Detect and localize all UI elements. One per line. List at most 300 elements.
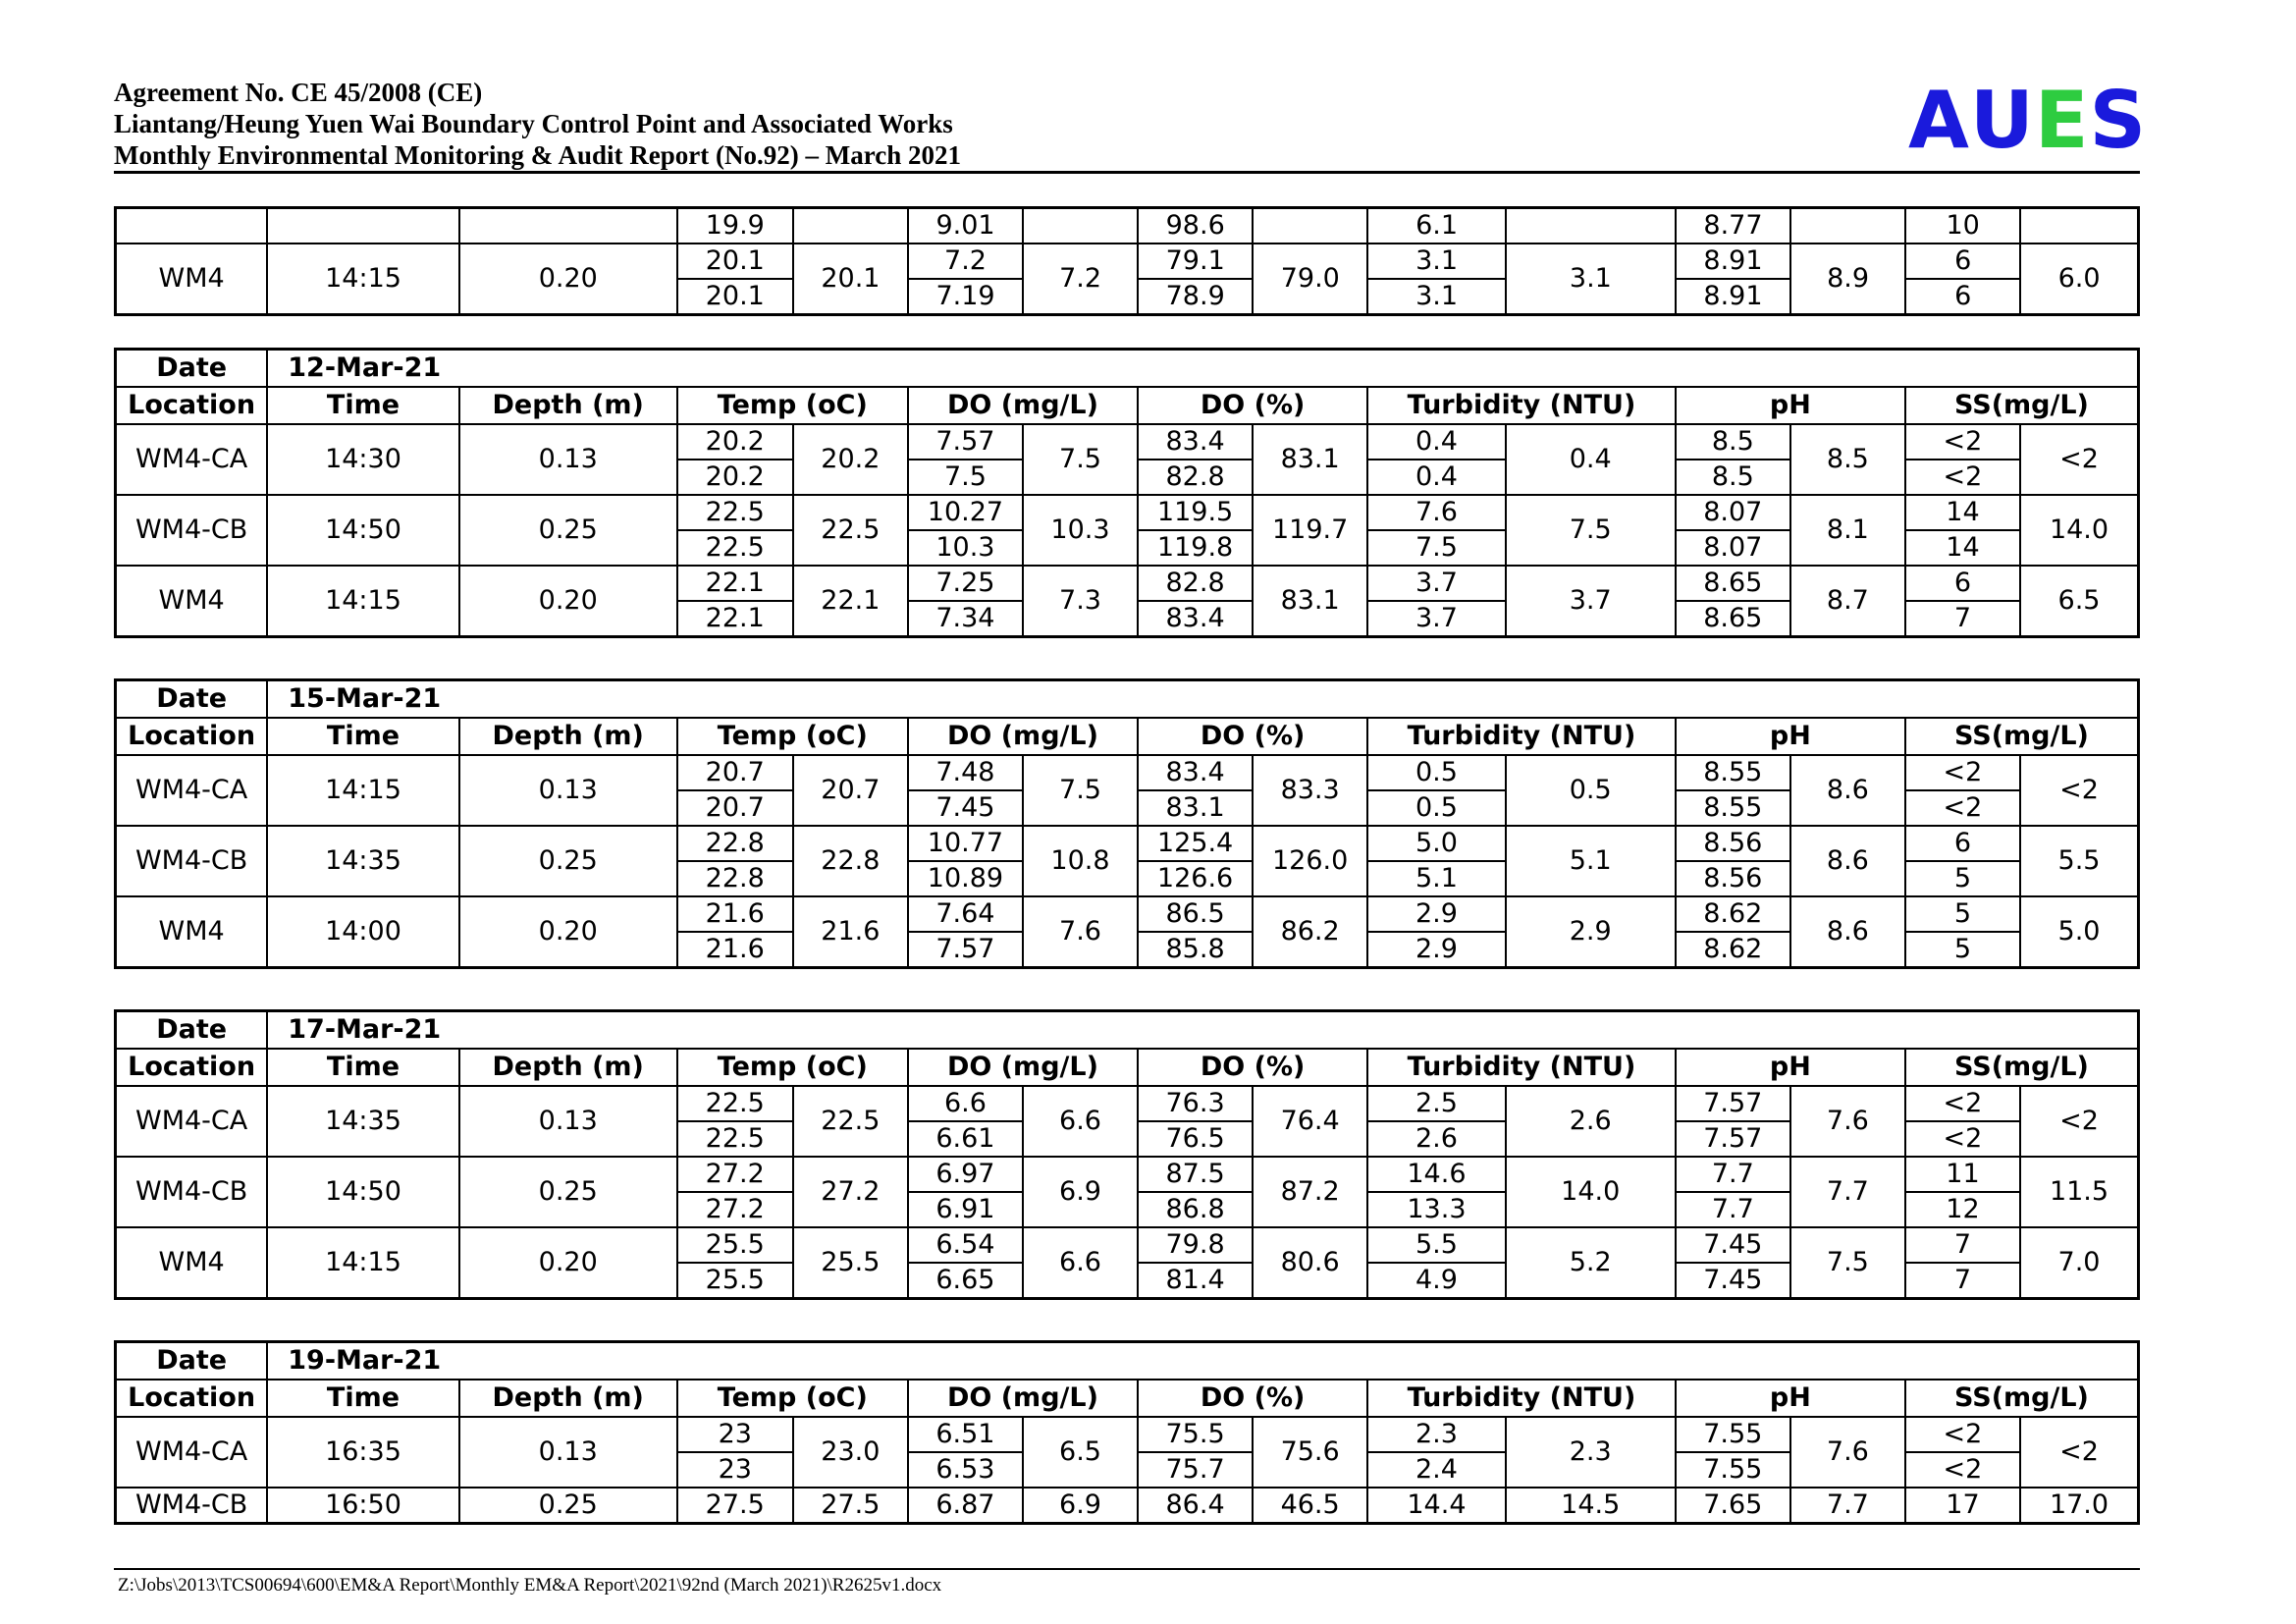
temp-average-cell: 22.1 (793, 566, 908, 637)
ph-reading-cell: 7.55 (1676, 1452, 1790, 1488)
ph-average-cell: 7.6 (1790, 1086, 1905, 1157)
ph-reading-cell: 7.7 (1676, 1157, 1790, 1192)
do-mgl-reading-cell: 10.77 (908, 826, 1023, 861)
ss-reading-cell: <2 (1905, 424, 2020, 460)
ph-header: pH (1676, 718, 1905, 755)
ph-reading-cell: 7.45 (1676, 1227, 1790, 1263)
ph-reading-cell: 8.91 (1676, 244, 1790, 279)
ss-average-cell: 11.5 (2020, 1157, 2139, 1227)
ss-average-cell: 17.0 (2020, 1488, 2139, 1524)
file-path-footer: Z:\Jobs\2013\TCS00694\600\EM&A Report\Monthly EM&A Report\2021\92nd (March 2021)\R2625v1.docx (118, 1575, 942, 1596)
location-cell: WM4-CA (116, 1417, 268, 1488)
ph-average-cell: 7.7 (1790, 1488, 1905, 1524)
ss-reading-cell: 14 (1905, 495, 2020, 530)
ph-reading-cell: 7.55 (1676, 1417, 1790, 1452)
temp-reading-cell: 20.7 (677, 755, 793, 790)
table-row (116, 1417, 2139, 1452)
table-row (116, 826, 2139, 861)
ph-average-cell: 8.7 (1790, 566, 1905, 637)
do-mgl-reading-cell: 6.61 (908, 1121, 1023, 1157)
ss-average-cell: <2 (2020, 1417, 2139, 1488)
ph-reading-cell: 8.91 (1676, 279, 1790, 315)
ph-reading-cell: 7.7 (1676, 1192, 1790, 1227)
temp-average-cell: 22.5 (793, 495, 908, 566)
do-mgl-reading-cell: 6.53 (908, 1452, 1023, 1488)
time-header: Time (267, 1380, 458, 1417)
time-header: Time (267, 1049, 458, 1086)
ss-average-cell: 5.5 (2020, 826, 2139, 896)
agreement-number: Agreement No. CE 45/2008 (CE) (114, 78, 483, 107)
empty-cell (1506, 208, 1676, 244)
temp-header: Temp (oC) (677, 1380, 908, 1417)
ss-average-cell: 6.0 (2020, 244, 2138, 315)
do-percent-average-cell: 76.4 (1253, 1086, 1367, 1157)
do-mgl-reading-cell: 7.45 (908, 790, 1023, 826)
do-percent-reading-cell: 126.6 (1138, 861, 1253, 896)
do-mgl-reading-cell: 7.34 (908, 601, 1023, 637)
temp-reading-cell: 20.1 (677, 279, 793, 315)
turbidity-reading-cell: 2.9 (1367, 896, 1506, 932)
do-percent-average-cell: 119.7 (1253, 495, 1367, 566)
do-mgl-average-cell: 6.6 (1023, 1086, 1138, 1157)
do-percent-average-cell: 75.6 (1253, 1417, 1367, 1488)
do-percent-average-cell: 86.2 (1253, 896, 1367, 968)
turbidity-reading-cell: 3.1 (1367, 279, 1506, 315)
table-row (116, 1157, 2139, 1192)
date-label: Date (116, 680, 268, 719)
temp-reading-cell: 22.5 (677, 530, 793, 566)
ss-reading-cell: 5 (1905, 896, 2020, 932)
do-mgl-average-cell: 6.5 (1023, 1417, 1138, 1488)
ph-reading-cell: 8.07 (1676, 530, 1790, 566)
report-title: Monthly Environmental Monitoring & Audit Report (No.92) – March 2021 (114, 140, 961, 170)
ph-average-cell: 7.6 (1790, 1417, 1905, 1488)
ph-reading-cell: 8.65 (1676, 566, 1790, 601)
do-mgl-reading-cell: 7.57 (908, 424, 1023, 460)
ph-average-cell: 8.6 (1790, 896, 1905, 968)
do-mgl-reading-cell: 6.97 (908, 1157, 1023, 1192)
depth-cell: 0.25 (459, 1157, 677, 1227)
date-block-table (114, 348, 2140, 638)
ph-average-cell: 8.6 (1790, 826, 1905, 896)
turbidity-average-cell: 7.5 (1506, 495, 1676, 566)
do-mgl-average-cell: 7.6 (1023, 896, 1138, 968)
ss-average-cell: <2 (2020, 1086, 2139, 1157)
column-header-row (116, 718, 2139, 755)
empty-cell (1023, 208, 1138, 244)
do-percent-header: DO (%) (1138, 1049, 1367, 1086)
do-percent-header: DO (%) (1138, 387, 1367, 424)
date-value: 12-Mar-21 (267, 350, 2138, 388)
depth-cell: 0.13 (459, 424, 677, 495)
time-cell: 14:00 (267, 896, 458, 968)
empty-cell (116, 208, 268, 244)
turbidity-average-cell: 5.1 (1506, 826, 1676, 896)
ss-header: SS(mg/L) (1905, 1049, 2139, 1086)
do-percent-reading-cell: 86.5 (1138, 896, 1253, 932)
temp-reading-cell: 22.5 (677, 495, 793, 530)
table-row (116, 208, 2139, 244)
ph-header: pH (1676, 1049, 1905, 1086)
date-block-table (114, 678, 2140, 969)
ph-average-cell: 8.6 (1790, 755, 1905, 826)
temp-reading-cell: 21.6 (677, 932, 793, 968)
turbidity-reading-cell: 7.6 (1367, 495, 1506, 530)
date-value: 17-Mar-21 (267, 1011, 2138, 1050)
continuation-table (114, 206, 2140, 316)
empty-cell (2020, 208, 2138, 244)
date-label: Date (116, 350, 268, 388)
ss-reading-cell: 14 (1905, 530, 2020, 566)
temp-reading-cell: 22.1 (677, 566, 793, 601)
ss-reading-cell: <2 (1905, 790, 2020, 826)
ss-header: SS(mg/L) (1905, 718, 2139, 755)
turbidity-header: Turbidity (NTU) (1367, 1380, 1676, 1417)
ph-average-cell: 7.5 (1790, 1227, 1905, 1299)
do-mgl-average-cell: 6.9 (1023, 1157, 1138, 1227)
ph-reading-cell: 7.45 (1676, 1263, 1790, 1299)
depth-cell: 0.25 (459, 1488, 677, 1524)
ss-reading-cell: <2 (1905, 1452, 2020, 1488)
date-value: 15-Mar-21 (267, 680, 2138, 719)
do-mgl-average-cell: 7.5 (1023, 424, 1138, 495)
time-cell: 14:15 (267, 1227, 458, 1299)
ss-reading-cell: 12 (1905, 1192, 2020, 1227)
do-percent-reading-cell: 79.8 (1138, 1227, 1253, 1263)
column-header-row (116, 1380, 2139, 1417)
turbidity-reading-cell: 3.1 (1367, 244, 1506, 279)
location-cell: WM4-CB (116, 826, 268, 896)
do-mgl-header: DO (mg/L) (908, 718, 1138, 755)
turbidity-average-cell: 14.5 (1506, 1488, 1676, 1524)
time-cell: 14:50 (267, 495, 458, 566)
logo-letter-e: E (2034, 75, 2090, 166)
do-percent-reading-cell: 85.8 (1138, 932, 1253, 968)
do-percent-reading-cell: 83.4 (1138, 601, 1253, 637)
do-mgl-reading-cell: 6.54 (908, 1227, 1023, 1263)
temp-average-cell: 23.0 (793, 1417, 908, 1488)
turbidity-average-cell: 2.3 (1506, 1417, 1676, 1488)
temp-average-cell: 21.6 (793, 896, 908, 968)
turbidity-reading-cell: 14.6 (1367, 1157, 1506, 1192)
ss-header: SS(mg/L) (1905, 387, 2139, 424)
turbidity-reading-cell: 0.5 (1367, 755, 1506, 790)
ss-reading-cell: 7 (1905, 601, 2020, 637)
do-mgl-reading-cell: 7.2 (908, 244, 1023, 279)
date-label: Date (116, 1342, 268, 1380)
depth-header: Depth (m) (459, 1049, 677, 1086)
date-row (116, 350, 2139, 388)
ph-reading-cell: 7.65 (1676, 1488, 1790, 1524)
ss-reading-cell: 11 (1905, 1157, 2020, 1192)
temp-header: Temp (oC) (677, 718, 908, 755)
location-cell: WM4-CA (116, 1086, 268, 1157)
turbidity-reading-cell: 2.6 (1367, 1121, 1506, 1157)
temp-average-cell: 25.5 (793, 1227, 908, 1299)
temp-reading-cell: 20.1 (677, 244, 793, 279)
location-cell: WM4 (116, 244, 268, 315)
depth-header: Depth (m) (459, 387, 677, 424)
do-mgl-reading-cell: 7.64 (908, 896, 1023, 932)
turbidity-reading-cell: 2.5 (1367, 1086, 1506, 1121)
location-cell: WM4 (116, 896, 268, 968)
do-mgl-average-cell: 7.3 (1023, 566, 1138, 637)
table-row (116, 1488, 2139, 1524)
depth-cell: 0.13 (459, 1086, 677, 1157)
do-percent-reading-cell: 82.8 (1138, 566, 1253, 601)
do-percent-reading-cell: 83.4 (1138, 755, 1253, 790)
temp-reading-cell: 22.5 (677, 1121, 793, 1157)
depth-header: Depth (m) (459, 1380, 677, 1417)
column-header-row (116, 387, 2139, 424)
temp-header: Temp (oC) (677, 387, 908, 424)
ss-reading-cell: 6 (1905, 244, 2020, 279)
ss-reading-cell: 6 (1905, 566, 2020, 601)
turbidity-reading-cell: 5.1 (1367, 861, 1506, 896)
do-mgl-average-cell: 7.5 (1023, 755, 1138, 826)
temp-reading-cell: 20.2 (677, 460, 793, 495)
ss-average-cell: <2 (2020, 755, 2139, 826)
ss-reading-cell: 10 (1905, 208, 2020, 244)
do-percent-reading-cell: 86.4 (1138, 1488, 1253, 1524)
logo-letter-a: A (1908, 75, 1970, 166)
location-cell: WM4-CA (116, 755, 268, 826)
temp-reading-cell: 27.2 (677, 1157, 793, 1192)
location-cell: WM4-CB (116, 1157, 268, 1227)
turbidity-average-cell: 0.4 (1506, 424, 1676, 495)
ss-reading-cell: 7 (1905, 1263, 2020, 1299)
ph-reading-cell: 8.5 (1676, 424, 1790, 460)
do-percent-average-cell: 87.2 (1253, 1157, 1367, 1227)
ph-reading-cell: 8.62 (1676, 932, 1790, 968)
do-percent-reading-cell: 75.7 (1138, 1452, 1253, 1488)
ss-header: SS(mg/L) (1905, 1380, 2139, 1417)
do-mgl-reading-cell: 6.87 (908, 1488, 1023, 1524)
temp-reading-cell: 23 (677, 1452, 793, 1488)
do-mgl-average-cell: 7.2 (1023, 244, 1138, 315)
turbidity-reading-cell: 13.3 (1367, 1192, 1506, 1227)
empty-cell (1790, 208, 1905, 244)
table-row (116, 424, 2139, 460)
temp-average-cell: 27.2 (793, 1157, 908, 1227)
temp-average-cell: 22.5 (793, 1086, 908, 1157)
depth-cell: 0.20 (459, 244, 677, 315)
turbidity-header: Turbidity (NTU) (1367, 1049, 1676, 1086)
turbidity-average-cell: 2.9 (1506, 896, 1676, 968)
footer-divider (114, 1568, 2140, 1570)
do-mgl-reading-cell: 6.65 (908, 1263, 1023, 1299)
ph-header: pH (1676, 1380, 1905, 1417)
ss-reading-cell: 5 (1905, 861, 2020, 896)
depth-cell: 0.20 (459, 896, 677, 968)
turbidity-reading-cell: 5.0 (1367, 826, 1506, 861)
empty-cell (793, 208, 908, 244)
turbidity-reading-cell: 4.9 (1367, 1263, 1506, 1299)
ss-reading-cell: <2 (1905, 460, 2020, 495)
turbidity-reading-cell: 0.4 (1367, 424, 1506, 460)
date-block-table (114, 1340, 2140, 1525)
do-percent-reading-cell: 86.8 (1138, 1192, 1253, 1227)
turbidity-average-cell: 0.5 (1506, 755, 1676, 826)
do-mgl-header: DO (mg/L) (908, 1380, 1138, 1417)
time-cell: 14:50 (267, 1157, 458, 1227)
turbidity-reading-cell: 6.1 (1367, 208, 1506, 244)
aues-logo (1908, 77, 2147, 165)
date-block-table (114, 1009, 2140, 1300)
turbidity-average-cell: 5.2 (1506, 1227, 1676, 1299)
do-percent-reading-cell: 78.9 (1138, 279, 1253, 315)
temp-average-cell: 22.8 (793, 826, 908, 896)
do-mgl-reading-cell: 6.6 (908, 1086, 1023, 1121)
do-mgl-average-cell: 6.6 (1023, 1227, 1138, 1299)
empty-cell (267, 208, 459, 244)
do-mgl-average-cell: 10.8 (1023, 826, 1138, 896)
ss-average-cell: 5.0 (2020, 896, 2139, 968)
temp-reading-cell: 19.9 (677, 208, 793, 244)
ss-reading-cell: <2 (1905, 1121, 2020, 1157)
time-cell: 14:30 (267, 424, 458, 495)
temp-reading-cell: 22.8 (677, 861, 793, 896)
temp-reading-cell: 25.5 (677, 1263, 793, 1299)
logo-letter-s: S (2089, 75, 2148, 166)
empty-cell (1253, 208, 1367, 244)
location-header: Location (116, 1380, 268, 1417)
do-percent-reading-cell: 83.1 (1138, 790, 1253, 826)
table-row (116, 755, 2139, 790)
do-percent-reading-cell: 87.5 (1138, 1157, 1253, 1192)
ph-reading-cell: 8.55 (1676, 790, 1790, 826)
ph-reading-cell: 8.5 (1676, 460, 1790, 495)
temp-reading-cell: 22.1 (677, 601, 793, 637)
turbidity-reading-cell: 7.5 (1367, 530, 1506, 566)
do-mgl-reading-cell: 7.5 (908, 460, 1023, 495)
temp-reading-cell: 20.2 (677, 424, 793, 460)
project-title: Liantang/Heung Yuen Wai Boundary Control Point and Associated Works (114, 109, 953, 138)
ph-reading-cell: 8.77 (1676, 208, 1790, 244)
column-header-row (116, 1049, 2139, 1086)
table-row (116, 495, 2139, 530)
ph-reading-cell: 8.56 (1676, 826, 1790, 861)
empty-cell (459, 208, 677, 244)
ph-reading-cell: 8.56 (1676, 861, 1790, 896)
turbidity-reading-cell: 5.5 (1367, 1227, 1506, 1263)
turbidity-reading-cell: 3.7 (1367, 601, 1506, 637)
ph-average-cell: 7.7 (1790, 1157, 1905, 1227)
ss-reading-cell: <2 (1905, 1417, 2020, 1452)
temp-reading-cell: 22.5 (677, 1086, 793, 1121)
temp-reading-cell: 25.5 (677, 1227, 793, 1263)
ss-reading-cell: <2 (1905, 755, 2020, 790)
temp-reading-cell: 27.2 (677, 1192, 793, 1227)
location-cell: WM4-CB (116, 1488, 268, 1524)
ss-average-cell: 7.0 (2020, 1227, 2139, 1299)
do-percent-header: DO (%) (1138, 718, 1367, 755)
temp-reading-cell: 27.5 (677, 1488, 793, 1524)
do-mgl-reading-cell: 6.91 (908, 1192, 1023, 1227)
do-mgl-reading-cell: 7.48 (908, 755, 1023, 790)
location-header: Location (116, 387, 268, 424)
do-mgl-average-cell: 10.3 (1023, 495, 1138, 566)
ph-average-cell: 8.1 (1790, 495, 1905, 566)
temp-average-cell: 20.1 (793, 244, 908, 315)
turbidity-reading-cell: 3.7 (1367, 566, 1506, 601)
ph-reading-cell: 8.07 (1676, 495, 1790, 530)
turbidity-average-cell: 3.7 (1506, 566, 1676, 637)
do-percent-reading-cell: 82.8 (1138, 460, 1253, 495)
turbidity-reading-cell: 14.4 (1367, 1488, 1506, 1524)
do-percent-average-cell: 83.3 (1253, 755, 1367, 826)
temp-average-cell: 20.2 (793, 424, 908, 495)
table-row (116, 244, 2139, 279)
location-cell: WM4-CA (116, 424, 268, 495)
do-percent-average-cell: 126.0 (1253, 826, 1367, 896)
table-row (116, 1227, 2139, 1263)
temp-average-cell: 27.5 (793, 1488, 908, 1524)
do-mgl-reading-cell: 10.27 (908, 495, 1023, 530)
do-percent-average-cell: 46.5 (1253, 1488, 1367, 1524)
do-percent-reading-cell: 125.4 (1138, 826, 1253, 861)
turbidity-reading-cell: 2.4 (1367, 1452, 1506, 1488)
do-percent-reading-cell: 81.4 (1138, 1263, 1253, 1299)
time-cell: 16:50 (267, 1488, 458, 1524)
ss-reading-cell: 17 (1905, 1488, 2020, 1524)
turbidity-average-cell: 14.0 (1506, 1157, 1676, 1227)
do-percent-reading-cell: 119.8 (1138, 530, 1253, 566)
turbidity-reading-cell: 2.9 (1367, 932, 1506, 968)
depth-cell: 0.25 (459, 495, 677, 566)
do-mgl-reading-cell: 10.89 (908, 861, 1023, 896)
turbidity-header: Turbidity (NTU) (1367, 718, 1676, 755)
header-divider (114, 171, 2140, 174)
turbidity-header: Turbidity (NTU) (1367, 387, 1676, 424)
location-cell: WM4 (116, 1227, 268, 1299)
time-cell: 14:35 (267, 1086, 458, 1157)
location-cell: WM4 (116, 566, 268, 637)
temp-reading-cell: 20.7 (677, 790, 793, 826)
location-header: Location (116, 718, 268, 755)
do-percent-reading-cell: 75.5 (1138, 1417, 1253, 1452)
do-percent-average-cell: 83.1 (1253, 424, 1367, 495)
do-mgl-average-cell: 6.9 (1023, 1488, 1138, 1524)
depth-cell: 0.20 (459, 566, 677, 637)
table-row (116, 1086, 2139, 1121)
ss-average-cell: <2 (2020, 424, 2139, 495)
ph-average-cell: 8.5 (1790, 424, 1905, 495)
time-header: Time (267, 387, 458, 424)
ph-header: pH (1676, 387, 1905, 424)
do-percent-reading-cell: 79.1 (1138, 244, 1253, 279)
ph-reading-cell: 8.65 (1676, 601, 1790, 637)
temp-reading-cell: 21.6 (677, 896, 793, 932)
temp-header: Temp (oC) (677, 1049, 908, 1086)
ss-reading-cell: 6 (1905, 279, 2020, 315)
date-label: Date (116, 1011, 268, 1050)
table-row (116, 896, 2139, 932)
ph-average-cell: 8.9 (1790, 244, 1905, 315)
ss-reading-cell: 6 (1905, 826, 2020, 861)
depth-cell: 0.25 (459, 826, 677, 896)
depth-cell: 0.20 (459, 1227, 677, 1299)
do-mgl-reading-cell: 6.51 (908, 1417, 1023, 1452)
time-header: Time (267, 718, 458, 755)
location-header: Location (116, 1049, 268, 1086)
turbidity-reading-cell: 0.5 (1367, 790, 1506, 826)
do-percent-reading-cell: 83.4 (1138, 424, 1253, 460)
do-mgl-header: DO (mg/L) (908, 387, 1138, 424)
do-percent-reading-cell: 98.6 (1138, 208, 1253, 244)
ph-reading-cell: 8.62 (1676, 896, 1790, 932)
date-row (116, 1011, 2139, 1050)
